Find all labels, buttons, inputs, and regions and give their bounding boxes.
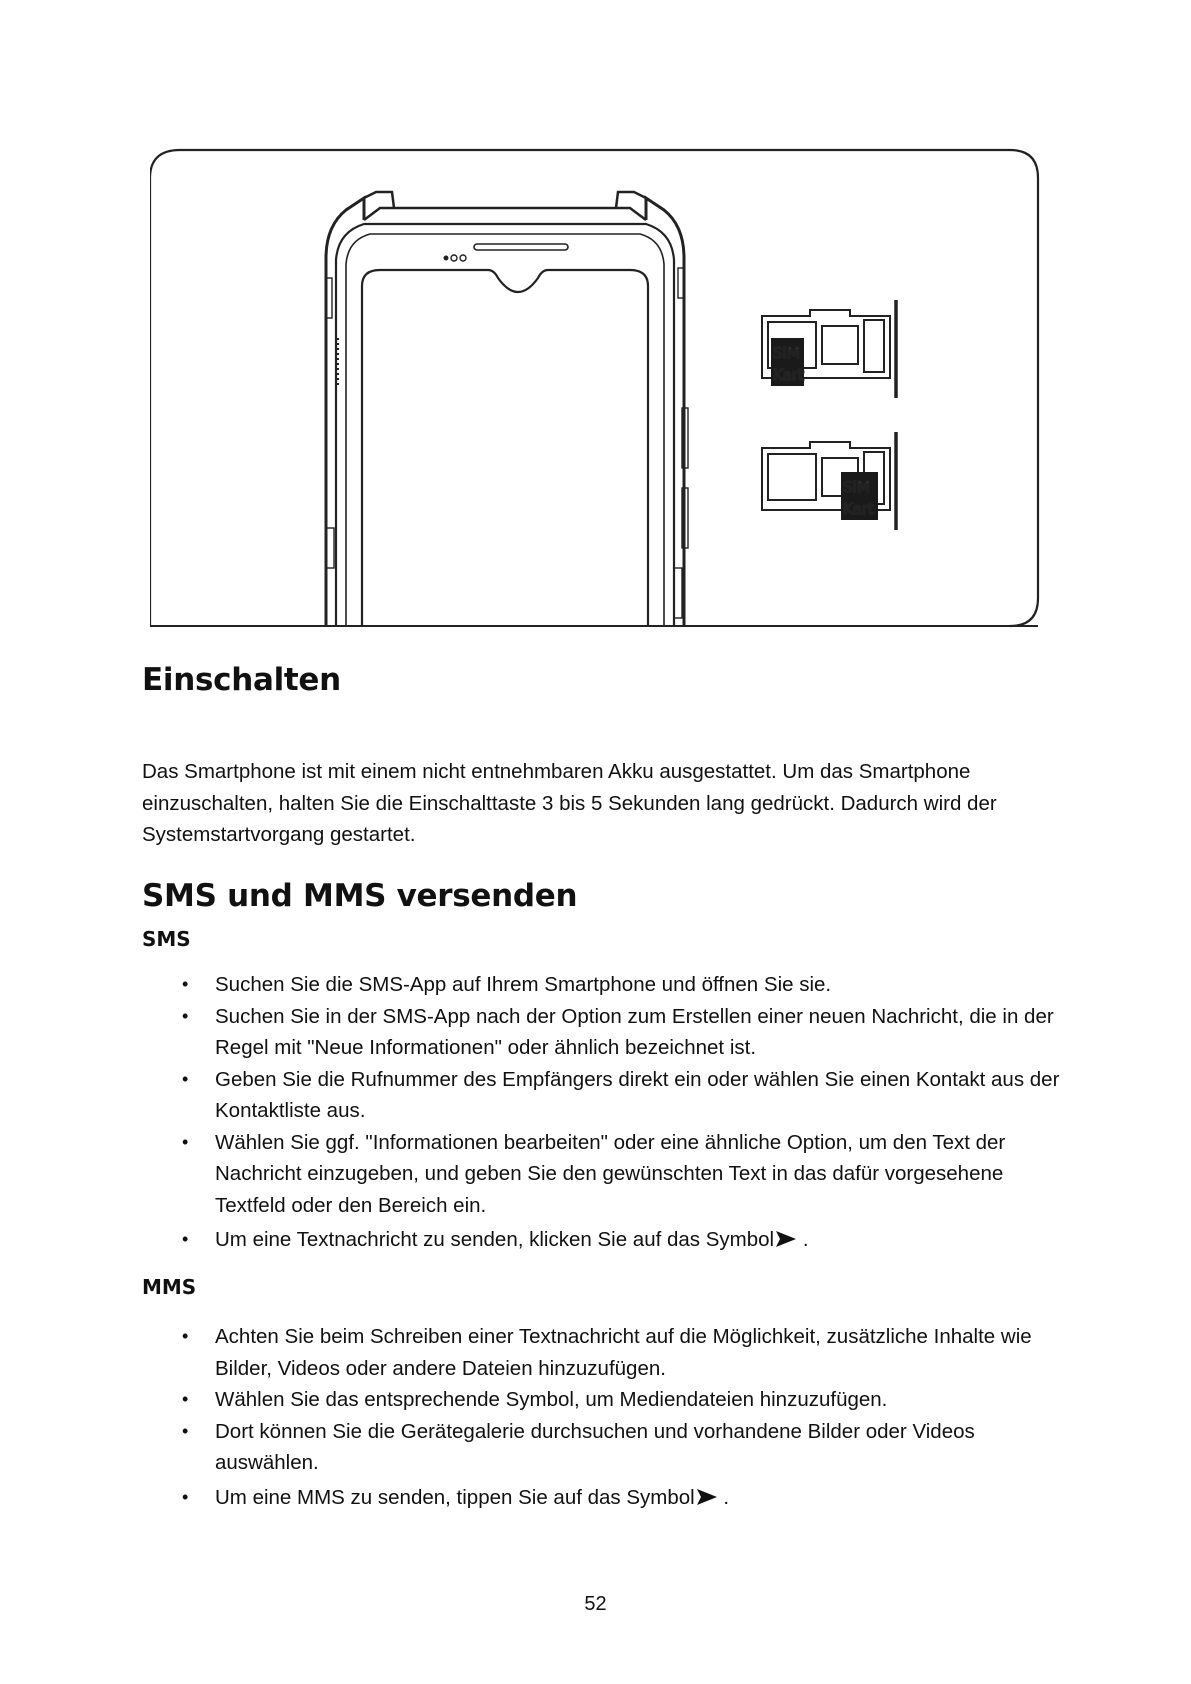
bullet: • (182, 1005, 189, 1026)
sim-label-top-1: SIM (773, 344, 800, 362)
subheading-mms: MMS (142, 1275, 197, 1299)
sim-installation-figure (150, 148, 1040, 628)
sim-tray-top (762, 300, 896, 398)
heading-einschalten: Einschalten (142, 662, 341, 698)
sim-label-bottom-2: Kart (843, 500, 874, 518)
phone-drawing (326, 192, 688, 626)
bullet: • (182, 1486, 189, 1507)
list-item: • Wählen Sie ggf. "Informationen bearbeiten" oder eine ähnliche Option, um den Text der Nachricht einzugeben, und geben Sie den gewünschten Text in das dafür vorgesehene Textfeld oder den Bereich ein. (142, 1127, 1062, 1222)
power-paragraph: Das Smartphone ist mit einem nicht entnehmbaren Akku ausgestattet. Um das Smartphone einzuschalten, halten Sie die Einschalttaste 3 bis 5 Sekunden lang gedrückt. Dadurch wird der Systemstartvorgang gestartet. (142, 760, 997, 846)
sim-label-top-2: Kart (773, 366, 804, 384)
heading-sms-mms: SMS und MMS versenden (142, 878, 578, 914)
list-item: • Suchen Sie die SMS-App auf Ihrem Smartphone und öffnen Sie sie. (142, 969, 1062, 1001)
bullet: • (182, 1131, 189, 1152)
list-item: • Achten Sie beim Schreiben einer Textnachricht auf die Möglichkeit, zusätzliche Inhalte wie Bilder, Videos oder andere Dateien hinzuzufügen. (142, 1321, 1062, 1384)
figure-frame (150, 150, 1038, 626)
bullet: • (182, 1389, 189, 1409)
list-item: • Geben Sie die Rufnummer des Empfängers direkt ein oder wählen Sie einen Kontakt aus der Kontaktliste aus. (142, 1064, 1062, 1127)
page-number: 52 (584, 1593, 607, 1615)
sim-label-bottom-1: SIM (843, 478, 870, 496)
list-item: • Dort können Sie die Gerätegalerie durchsuchen und vorhandene Bilder oder Videos auswählen. (142, 1416, 1062, 1479)
phone-sim-illustration (150, 148, 1040, 628)
bullet: • (182, 1326, 189, 1346)
list-item: • Suchen Sie in der SMS-App nach der Option zum Erstellen einer neuen Nachricht, die in der Regel mit "Neue Informationen" oder ähnlich bezeichnet ist. (142, 1001, 1062, 1064)
bullet: • (182, 1229, 189, 1249)
sms-steps-list (142, 969, 1062, 1256)
bullet: • (182, 1420, 189, 1441)
list-item: • Um eine Textnachricht zu senden, klicken Sie auf das Symbol . (142, 1224, 1062, 1256)
list-item: • Um eine MMS zu senden, tippen Sie auf das Symbol . (142, 1482, 1062, 1514)
list-item: • Wählen Sie das entsprechende Symbol, um Mediendateien hinzuzufügen. (142, 1384, 1062, 1416)
bullet: • (182, 1068, 189, 1089)
mms-steps-list (142, 1321, 1062, 1513)
send-icon (696, 1488, 718, 1506)
send-icon (775, 1230, 797, 1248)
sim-tray-bottom (762, 432, 896, 530)
subheading-sms: SMS (142, 927, 191, 951)
bullet: • (182, 974, 189, 994)
